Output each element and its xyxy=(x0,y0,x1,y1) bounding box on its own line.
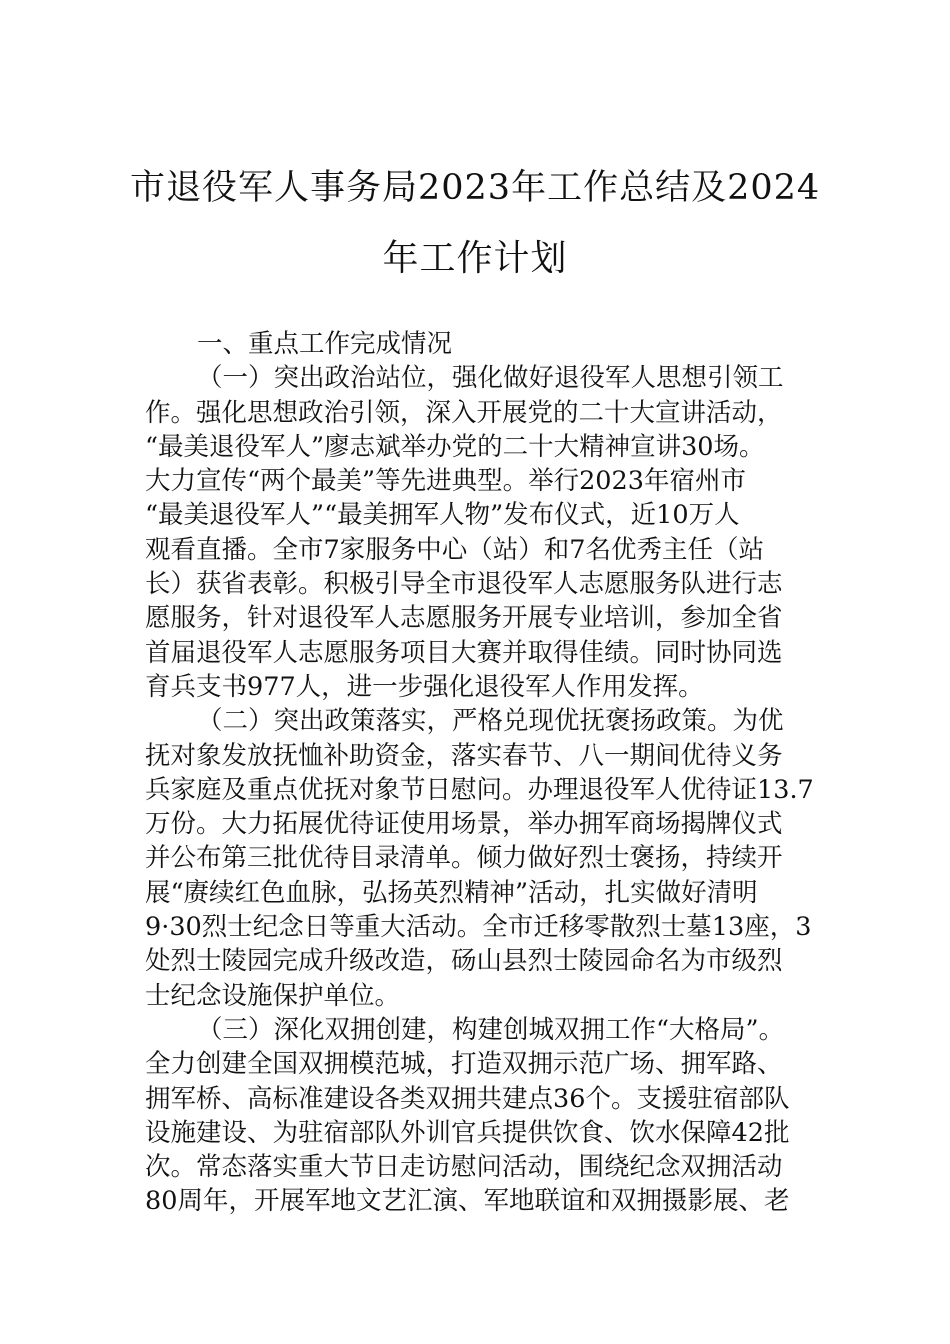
body-text-line: 首届退役军人志愿服务项目大赛并取得佳绩。同时协同选 xyxy=(145,637,783,668)
document-body xyxy=(145,327,817,1219)
document-title-line-2: 年工作计划 xyxy=(382,238,568,279)
body-text-line: （二）突出政策落实，严格兑现优抚褒扬政策。为优 xyxy=(197,706,784,737)
body-text-line: 9·30烈士纪念日等重大活动。全市迁移零散烈士墓13座，3 xyxy=(145,912,812,943)
body-text-line: 80周年，开展军地文艺汇演、军地联谊和双拥摄影展、老 xyxy=(145,1186,790,1217)
body-text-line: 拥军桥、高标准建设各类双拥共建点36个。支援驻宿部队 xyxy=(145,1083,790,1114)
body-text-line: 育兵支书977人，进一步强化退役军人作用发挥。 xyxy=(145,671,704,702)
body-text-line: 士纪念设施保护单位。 xyxy=(145,980,401,1011)
body-text-line: 一、重点工作完成情况 xyxy=(197,329,453,359)
body-text-line: “最美退役军人”“最美拥军人物”发布仪式，近10万人 xyxy=(145,500,740,531)
body-text-line: 观看直播。全市7家服务中心（站）和7名优秀主任（站 xyxy=(145,534,764,565)
body-text-line: 全力创建全国双拥模范城，打造双拥示范广场、拥军路、 xyxy=(145,1049,783,1080)
document-title-line-1: 市退役军人事务局2023年工作总结及2024 xyxy=(130,168,821,208)
body-text-line: 并公布第三批优待目录清单。倾力做好烈士褒扬，持续开 xyxy=(145,843,783,874)
body-text-line: 愿服务，针对退役军人志愿服务开展专业培训，参加全省 xyxy=(145,603,783,634)
body-text-line: “最美退役军人”廖志斌举办党的二十大精神宣讲30场。 xyxy=(145,431,765,462)
body-text-line: 万份。大力拓展优待证使用场景，举办拥军商场揭牌仪式 xyxy=(145,809,783,840)
body-text-line: 处烈士陵园完成升级改造，砀山县烈士陵园命名为市级烈 xyxy=(145,946,783,977)
body-text-line: 大力宣传“两个最美”等先进典型。举行2023年宿州市 xyxy=(145,466,746,497)
body-text-line: 作。强化思想政治引领，深入开展党的二十大宣讲活动， xyxy=(145,397,783,428)
body-text-line: 设施建设、为驻宿部队外训官兵提供饮食、饮水保障42批 xyxy=(145,1117,790,1148)
body-text-line: 长）获省表彰。积极引导全市退役军人志愿服务队进行志 xyxy=(145,569,783,600)
body-text-line: （一）突出政治站位，强化做好退役军人思想引领工 xyxy=(197,363,784,394)
body-text-line: 抚对象发放抚恤补助资金，落实春节、八一期间优待义务 xyxy=(145,740,783,771)
body-text-line: 次。常态落实重大节日走访慰问活动，围绕纪念双拥活动 xyxy=(145,1152,783,1183)
body-text-line: 展“赓续红色血脉，弘扬英烈精神”活动，扎实做好清明 xyxy=(145,877,758,908)
body-text-line: 兵家庭及重点优抚对象节日慰问。办理退役军人优待证13.7 xyxy=(145,774,814,805)
body-text-line: （三）深化双拥创建，构建创城双拥工作“大格局”。 xyxy=(197,1014,785,1045)
